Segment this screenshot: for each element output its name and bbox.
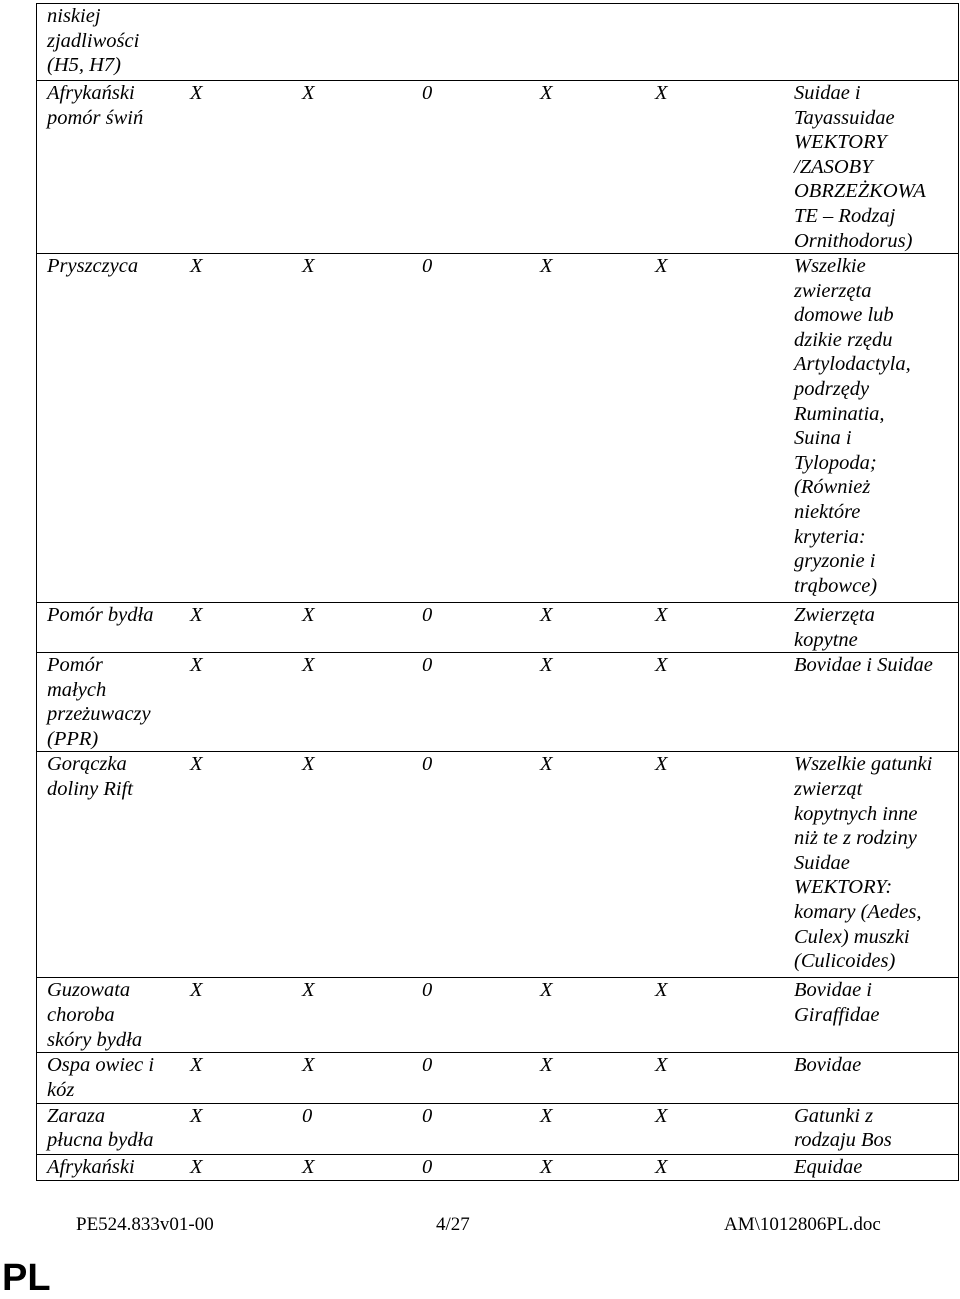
status-mark-5: X	[655, 1155, 668, 1178]
species-line: Suidae	[794, 851, 850, 874]
species-line: komary (Aedes,	[794, 900, 922, 923]
species-line: Bovidae i Suidae	[794, 654, 933, 676]
status-mark-2: X	[302, 753, 315, 776]
status-mark-1: X	[190, 1155, 203, 1178]
status-mark-5: X	[655, 654, 668, 676]
top-cell-line: niskiej	[47, 5, 101, 27]
status-mark-1: X	[190, 1054, 203, 1077]
disease-table	[36, 3, 959, 1181]
species-line: kopytne	[794, 628, 858, 651]
species-line: /ZASOBY	[794, 155, 873, 178]
row-content	[37, 81, 958, 252]
footer-file-reference: AM\1012806PL.doc	[724, 1214, 881, 1235]
disease-name-line: płucna bydła	[47, 1129, 154, 1152]
disease-name-line: Gorączka	[47, 753, 127, 776]
language-badge: PL	[2, 1257, 51, 1299]
status-mark-5: X	[655, 979, 668, 1002]
table-row-top	[37, 4, 959, 81]
top-cell-line: zjadliwości	[47, 29, 140, 52]
status-mark-3: 0	[422, 1155, 433, 1178]
disease-name-line: Zaraza	[47, 1104, 106, 1127]
species-line: Equidae	[794, 1155, 863, 1178]
disease-name-line: Pomór bydła	[47, 604, 154, 626]
status-mark-2: X	[302, 604, 315, 626]
status-mark-1: X	[190, 82, 203, 104]
species-line: kopytnych inne	[794, 802, 918, 825]
table-row-cell	[37, 978, 959, 1053]
status-mark-2: X	[302, 1054, 315, 1077]
disease-name-line: przeżuwaczy	[47, 703, 151, 726]
susceptible-species	[794, 1104, 954, 1153]
disease-name	[47, 81, 187, 130]
susceptible-species	[794, 1053, 954, 1078]
table-row	[37, 1154, 959, 1180]
status-mark-4: X	[540, 255, 553, 277]
species-line: Wszelkie gatunki	[794, 753, 933, 776]
disease-name-line: doliny Rift	[47, 777, 133, 800]
top-cell-line: (H5, H7)	[47, 54, 122, 77]
species-line: podrzędy	[794, 377, 870, 400]
susceptible-species	[794, 978, 954, 1027]
species-line: Ruminatia,	[794, 402, 885, 425]
disease-name-line: skóry bydła	[47, 1028, 143, 1051]
table-row	[37, 978, 959, 1053]
status-mark-4: X	[540, 979, 553, 1002]
status-mark-3: 0	[422, 1104, 433, 1127]
status-mark-5: X	[655, 82, 668, 104]
species-line: TE – Rodzaj	[794, 204, 896, 227]
species-line: dzikie rzędu	[794, 328, 893, 351]
table-row-cell	[37, 1053, 959, 1103]
table-row-cell	[37, 653, 959, 752]
species-line: Tylopoda;	[794, 451, 877, 474]
species-line: trąbowce)	[794, 574, 878, 597]
status-mark-5: X	[655, 753, 668, 776]
species-line: niektóre	[794, 500, 861, 523]
species-line: WEKTORY:	[794, 876, 893, 899]
disease-name	[47, 653, 187, 751]
status-mark-5: X	[655, 1104, 668, 1127]
species-line: niż te z rodziny	[794, 827, 917, 850]
table-row-cell	[37, 81, 959, 254]
status-mark-2: X	[302, 654, 315, 676]
status-mark-4: X	[540, 1155, 553, 1178]
species-line: gryzonie i	[794, 550, 876, 573]
status-mark-3: 0	[422, 753, 433, 776]
status-mark-1: X	[190, 753, 203, 776]
susceptible-species	[794, 81, 954, 253]
status-mark-4: X	[540, 604, 553, 626]
row-content	[37, 1155, 958, 1180]
top-cell	[37, 4, 959, 81]
status-mark-2: X	[302, 255, 315, 277]
species-line: OBRZEŻKOWA	[794, 180, 926, 203]
status-mark-4: X	[540, 654, 553, 676]
status-mark-4: X	[540, 1104, 553, 1127]
disease-name-line: małych	[47, 678, 107, 701]
row-content	[37, 653, 958, 751]
row-content	[37, 254, 958, 597]
status-mark-3: 0	[422, 1054, 433, 1077]
table-row-cell	[37, 752, 959, 978]
table-row-cell	[37, 1154, 959, 1180]
disease-name-line: Afrykański	[47, 82, 135, 104]
species-line: Artylodactyla,	[794, 353, 911, 376]
status-mark-4: X	[540, 1054, 553, 1077]
row-content	[37, 603, 958, 651]
table-row	[37, 653, 959, 752]
species-line: Bovidae i	[794, 979, 872, 1002]
species-line: Suina i	[794, 427, 852, 450]
table-row-cell	[37, 1103, 959, 1154]
status-mark-2: X	[302, 979, 315, 1002]
status-mark-3: 0	[422, 979, 433, 1002]
species-line: Gatunki z	[794, 1104, 874, 1127]
susceptible-species	[794, 1155, 954, 1180]
disease-name	[47, 254, 187, 279]
row-content	[37, 1104, 958, 1153]
species-line: Ornithodorus)	[794, 229, 913, 252]
species-line: Wszelkie	[794, 255, 866, 277]
status-mark-2: X	[302, 1155, 315, 1178]
status-mark-1: X	[190, 654, 203, 676]
status-mark-3: 0	[422, 255, 433, 277]
disease-name-line: Afrykański	[47, 1155, 135, 1178]
table-row-cell	[37, 603, 959, 653]
susceptible-species	[794, 653, 954, 678]
disease-name-line: pomór świń	[47, 106, 144, 129]
species-line: kryteria:	[794, 525, 866, 548]
species-line: Zwierzęta	[794, 604, 875, 626]
disease-name-line: choroba	[47, 1003, 115, 1026]
table-row-cell	[37, 254, 959, 603]
disease-name	[47, 1104, 187, 1153]
status-mark-1: X	[190, 979, 203, 1002]
row-content	[37, 978, 958, 1052]
status-mark-4: X	[540, 753, 553, 776]
susceptible-species	[794, 603, 954, 652]
table-row	[37, 254, 959, 603]
disease-name	[47, 1155, 187, 1180]
species-line: Culex) muszki	[794, 925, 910, 948]
species-line: zwierzęta	[794, 279, 872, 302]
species-line: (Culicoides)	[794, 950, 896, 973]
table-row	[37, 603, 959, 653]
footer-document-code: PE524.833v01-00	[76, 1214, 214, 1235]
disease-name	[47, 1053, 187, 1102]
status-mark-3: 0	[422, 604, 433, 626]
disease-name-line: Pryszczyca	[47, 255, 139, 277]
species-line: Giraffidae	[794, 1003, 880, 1026]
status-mark-5: X	[655, 604, 668, 626]
status-mark-3: 0	[422, 82, 433, 104]
species-line: domowe lub	[794, 304, 894, 327]
disease-name-line: (PPR)	[47, 727, 99, 750]
status-mark-1: X	[190, 255, 203, 277]
top-cell-text	[37, 4, 958, 78]
row-content	[37, 1053, 958, 1102]
table-row	[37, 1103, 959, 1154]
table-row	[37, 1053, 959, 1103]
species-line: WEKTORY	[794, 131, 887, 154]
row-content	[37, 752, 958, 973]
status-mark-1: X	[190, 604, 203, 626]
table-row	[37, 81, 959, 254]
disease-name	[47, 752, 187, 801]
footer-page-number: 4/27	[436, 1214, 470, 1235]
status-mark-5: X	[655, 255, 668, 277]
species-line: zwierząt	[794, 777, 863, 800]
disease-name-line: kóz	[47, 1078, 75, 1101]
status-mark-1: X	[190, 1104, 203, 1127]
status-mark-4: X	[540, 82, 553, 104]
disease-name-line: Ospa owiec i	[47, 1054, 155, 1077]
disease-name	[47, 603, 187, 628]
species-line: Tayassuidae	[794, 106, 895, 129]
species-line: Suidae i	[794, 82, 861, 104]
status-mark-3: 0	[422, 654, 433, 676]
table-row	[37, 752, 959, 978]
species-line: Bovidae	[794, 1054, 862, 1077]
disease-name	[47, 978, 187, 1052]
disease-name-line: Guzowata	[47, 979, 131, 1002]
status-mark-5: X	[655, 1054, 668, 1077]
susceptible-species	[794, 254, 954, 598]
status-mark-2: 0	[302, 1104, 313, 1127]
susceptible-species	[794, 752, 954, 973]
species-line: (Również	[794, 476, 871, 499]
species-line: rodzaju Bos	[794, 1129, 892, 1152]
status-mark-2: X	[302, 82, 315, 104]
disease-name-line: Pomór	[47, 654, 103, 676]
